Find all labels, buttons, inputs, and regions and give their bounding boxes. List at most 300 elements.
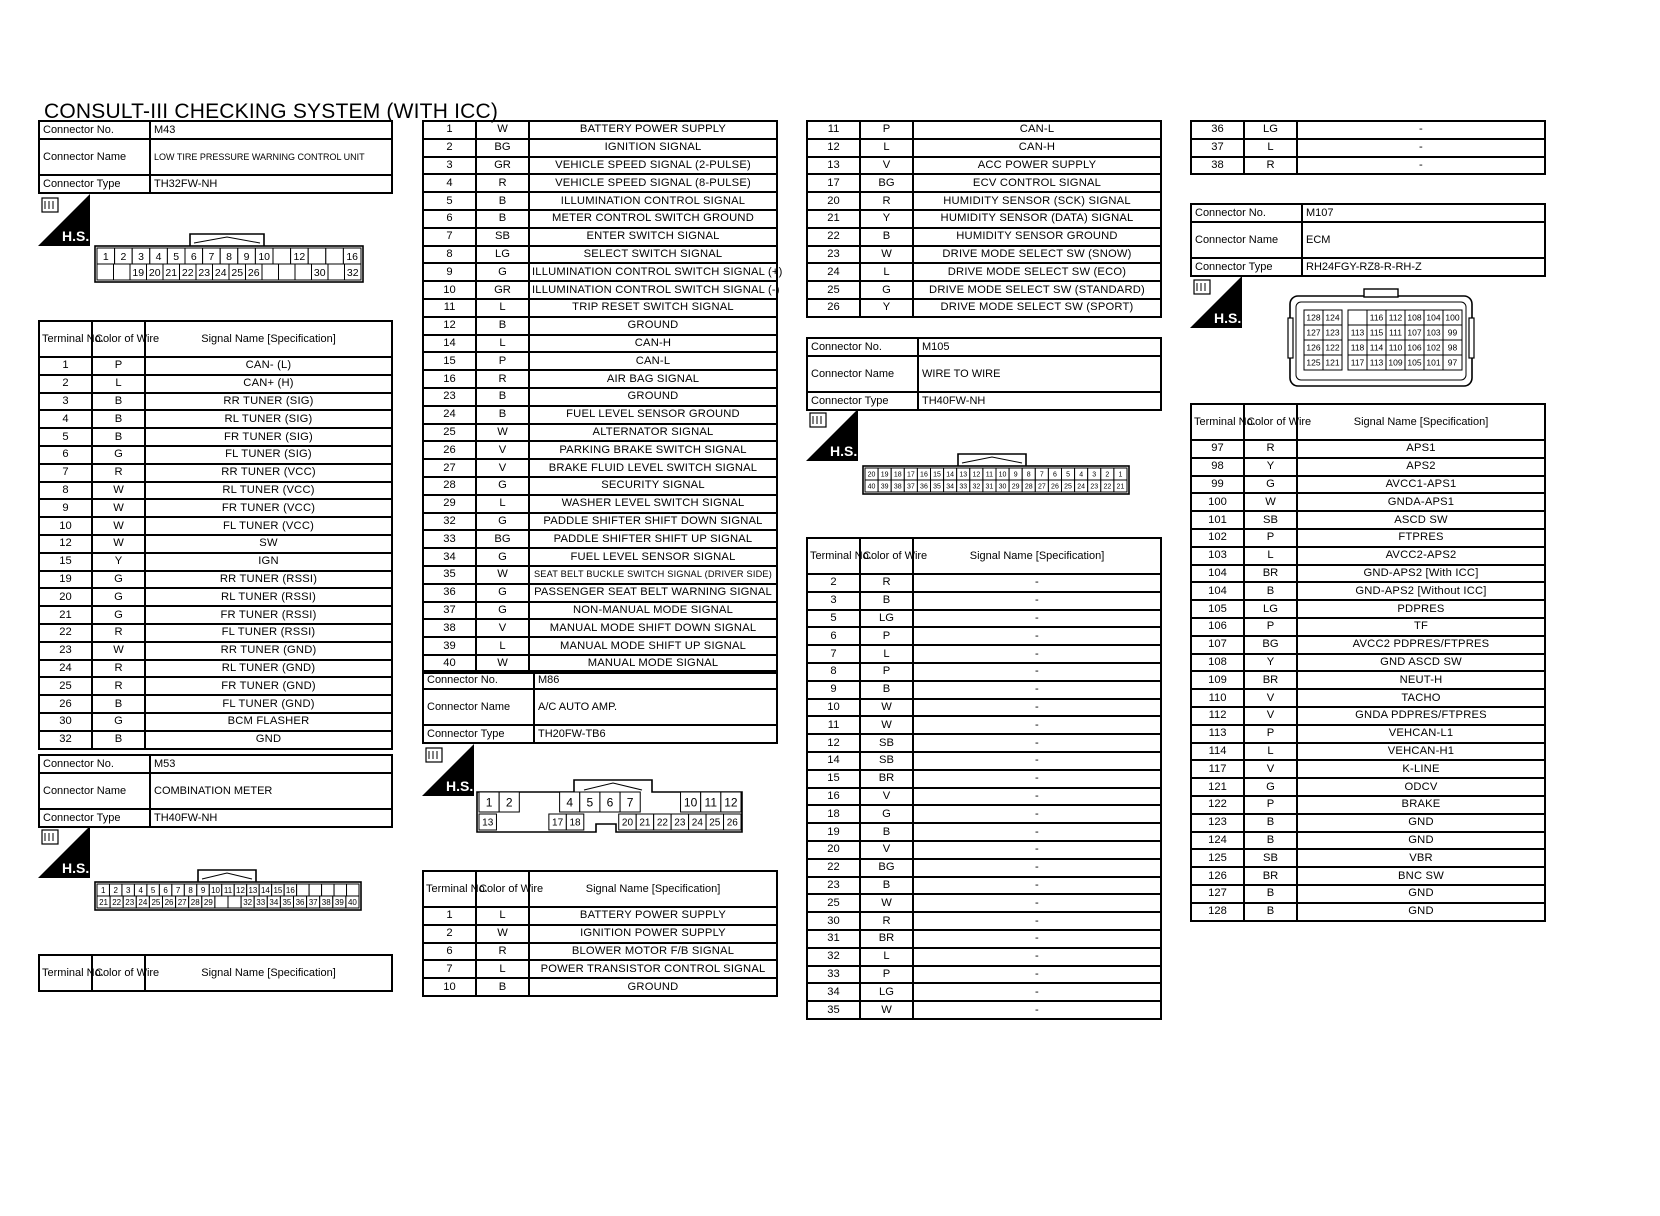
wire-color-cell: G bbox=[92, 588, 145, 606]
signal-cell: ODCV bbox=[1297, 778, 1545, 796]
terminal-cell: 10 bbox=[423, 281, 476, 299]
terminal-cell: 101 bbox=[1191, 511, 1244, 529]
signal-cell: IGN bbox=[145, 553, 392, 571]
m107-pin-label: 112 bbox=[1388, 312, 1403, 323]
m43-pin-label: 5 bbox=[173, 250, 180, 263]
table-row bbox=[39, 624, 392, 642]
terminal-cell: 2 bbox=[423, 139, 476, 157]
signal-cell: - bbox=[913, 859, 1161, 877]
wire-color-cell: BR bbox=[860, 770, 913, 788]
connector-latch bbox=[1364, 289, 1398, 297]
terminal-cell: 38 bbox=[423, 619, 476, 637]
wire-color-cell: B bbox=[92, 695, 145, 713]
terminal-cell: 7 bbox=[423, 228, 476, 246]
m86-pin-label: 25 bbox=[709, 817, 721, 829]
wire-color-cell: L bbox=[860, 948, 913, 966]
wire-color-cell: P bbox=[1244, 796, 1297, 814]
table-row bbox=[807, 610, 1161, 628]
m107-pin-label: 127 bbox=[1306, 327, 1321, 338]
wire-color-cell: G bbox=[476, 477, 529, 495]
table-row bbox=[807, 246, 1161, 264]
signal-cell: NEUT-H bbox=[1297, 671, 1545, 689]
table-row bbox=[423, 139, 777, 157]
wire-color-cell: R bbox=[92, 464, 145, 482]
col-terminal: Terminal No. bbox=[39, 955, 92, 991]
signal-cell: TACHO bbox=[1297, 689, 1545, 707]
m53-pin-label: 27 bbox=[177, 897, 187, 907]
col-color: Color of Wire bbox=[92, 321, 145, 357]
info-label: Connector Name bbox=[39, 773, 150, 809]
table-row bbox=[39, 517, 392, 535]
m86-pin-label: 26 bbox=[726, 817, 738, 829]
table-row bbox=[423, 406, 777, 424]
table-row bbox=[1191, 618, 1545, 636]
terminal-cell: 22 bbox=[807, 859, 860, 877]
terminal-cell: 23 bbox=[807, 246, 860, 264]
signal-cell: SW bbox=[145, 535, 392, 553]
terminal-cell: 12 bbox=[807, 139, 860, 157]
table-row bbox=[807, 1001, 1161, 1019]
signal-cell: - bbox=[913, 877, 1161, 895]
m86-pin-label: 11 bbox=[704, 795, 718, 810]
table-row bbox=[39, 660, 392, 678]
signal-cell: GROUND bbox=[529, 978, 777, 996]
table-row bbox=[423, 352, 777, 370]
wire-color-cell: W bbox=[1244, 493, 1297, 511]
signal-cell: POWER TRANSISTOR CONTROL SIGNAL bbox=[529, 960, 777, 978]
wire-color-cell: G bbox=[860, 281, 913, 299]
m105-terminal-table-b bbox=[1190, 120, 1546, 175]
col-signal: Signal Name [Specification] bbox=[145, 321, 392, 357]
terminal-cell: 33 bbox=[423, 530, 476, 548]
m86-terminal-table-b bbox=[806, 120, 1162, 318]
signal-cell: - bbox=[913, 841, 1161, 859]
signal-cell: WASHER LEVEL SWITCH SIGNAL bbox=[529, 495, 777, 513]
table-row bbox=[39, 642, 392, 660]
wire-color-cell: LG bbox=[476, 246, 529, 264]
info-label: Connector Type bbox=[39, 809, 150, 827]
table-row bbox=[1191, 511, 1545, 529]
table-row bbox=[423, 495, 777, 513]
wire-color-cell: SB bbox=[860, 752, 913, 770]
wire-color-cell: L bbox=[476, 637, 529, 655]
m53-connector-diagram bbox=[94, 866, 362, 916]
table-row bbox=[423, 335, 777, 353]
signal-cell: FUEL LEVEL SENSOR SIGNAL bbox=[529, 548, 777, 566]
wire-color-cell: BR bbox=[1244, 671, 1297, 689]
terminal-cell: 123 bbox=[1191, 814, 1244, 832]
signal-cell: - bbox=[1297, 157, 1545, 175]
terminal-cell: 15 bbox=[423, 352, 476, 370]
signal-cell: IGNITION POWER SUPPLY bbox=[529, 925, 777, 943]
table-row bbox=[39, 695, 392, 713]
wire-color-cell: LG bbox=[860, 610, 913, 628]
wire-color-cell: G bbox=[476, 263, 529, 281]
connector-type-value: TH40FW-NH bbox=[150, 809, 392, 827]
signal-cell: GND-APS2 [Without ICC] bbox=[1297, 582, 1545, 600]
table-row bbox=[1191, 778, 1545, 796]
terminal-cell: 4 bbox=[423, 174, 476, 192]
terminal-cell: 3 bbox=[39, 393, 92, 411]
wire-color-cell: R bbox=[1244, 157, 1297, 175]
table-row bbox=[39, 571, 392, 589]
terminal-cell: 31 bbox=[807, 930, 860, 948]
terminal-cell: 105 bbox=[1191, 600, 1244, 618]
m107-pin-label: 103 bbox=[1426, 327, 1441, 338]
m105-terminal-table-a bbox=[806, 537, 1162, 1020]
wire-color-cell: Y bbox=[1244, 458, 1297, 476]
signal-cell: TRIP RESET SWITCH SIGNAL bbox=[529, 299, 777, 317]
m53-pin-label: 12 bbox=[236, 885, 245, 895]
signal-cell: ENTER SWITCH SIGNAL bbox=[529, 228, 777, 246]
signal-cell: - bbox=[913, 823, 1161, 841]
wire-color-cell: L bbox=[1244, 743, 1297, 761]
col-terminal: Terminal No. bbox=[39, 321, 92, 357]
connector-name-value: LOW TIRE PRESSURE WARNING CONTROL UNIT bbox=[150, 139, 392, 175]
signal-cell: VEHCAN-L1 bbox=[1297, 725, 1545, 743]
terminal-cell: 19 bbox=[39, 571, 92, 589]
terminal-cell: 110 bbox=[1191, 689, 1244, 707]
table-row bbox=[39, 428, 392, 446]
wire-color-cell: L bbox=[1244, 547, 1297, 565]
table-row bbox=[1191, 565, 1545, 583]
terminal-cell: 12 bbox=[39, 535, 92, 553]
m53-pin-label: 36 bbox=[295, 897, 305, 907]
m86-pin-label: 22 bbox=[656, 817, 668, 829]
terminal-cell: 12 bbox=[423, 317, 476, 335]
wire-color-cell: SB bbox=[476, 228, 529, 246]
table-row bbox=[423, 246, 777, 264]
table-row bbox=[423, 978, 777, 996]
wire-color-cell: V bbox=[1244, 707, 1297, 725]
table-row bbox=[1191, 493, 1545, 511]
terminal-cell: 26 bbox=[39, 695, 92, 713]
connector-type-value: TH32FW-NH bbox=[150, 175, 392, 193]
m43-pin-label: 6 bbox=[190, 250, 197, 263]
terminal-cell: 8 bbox=[39, 482, 92, 500]
m53-pin-label: 35 bbox=[282, 897, 292, 907]
m105-pin-label: 33 bbox=[959, 483, 968, 491]
terminal-cell: 103 bbox=[1191, 547, 1244, 565]
m107-connector-diagram bbox=[1288, 288, 1474, 388]
signal-cell: AVCC1-APS1 bbox=[1297, 476, 1545, 494]
m86-info-table bbox=[422, 670, 778, 744]
m105-pin-label: 34 bbox=[946, 483, 955, 491]
terminal-cell: 100 bbox=[1191, 493, 1244, 511]
wire-color-cell: L bbox=[92, 375, 145, 393]
table-row bbox=[807, 121, 1161, 139]
terminal-cell: 6 bbox=[39, 446, 92, 464]
m43-pin-label: 32 bbox=[346, 266, 359, 279]
connector-latch-mark bbox=[962, 457, 1022, 463]
table-row bbox=[423, 441, 777, 459]
wire-color-cell: V bbox=[1244, 689, 1297, 707]
table-row bbox=[1191, 832, 1545, 850]
m53-pin-label: 14 bbox=[260, 885, 270, 895]
m105-info-table bbox=[806, 337, 1162, 411]
terminal-cell: 23 bbox=[423, 388, 476, 406]
m53-info-table bbox=[38, 754, 393, 828]
m107-pin-label: 124 bbox=[1325, 312, 1340, 323]
m86-pin-label: 23 bbox=[674, 817, 686, 829]
terminal-cell: 35 bbox=[807, 1001, 860, 1019]
connector-latch bbox=[198, 870, 256, 882]
wire-color-cell: W bbox=[860, 1001, 913, 1019]
terminal-cell: 127 bbox=[1191, 885, 1244, 903]
m53-terminal-table-wrap bbox=[422, 120, 783, 674]
m107-pin-label: 117 bbox=[1350, 357, 1365, 368]
wire-color-cell: B bbox=[92, 393, 145, 411]
col-signal: Signal Name [Specification] bbox=[1297, 404, 1545, 440]
signal-cell: GND-APS2 [With ICC] bbox=[1297, 565, 1545, 583]
col-color: Color of Wire bbox=[1244, 404, 1297, 440]
m43-terminal-table-wrap bbox=[38, 320, 393, 750]
m53-terminal-table-header bbox=[38, 954, 393, 992]
signal-cell: AVCC2 PDPRES/FTPRES bbox=[1297, 636, 1545, 654]
wire-color-cell: LG bbox=[1244, 600, 1297, 618]
table-row bbox=[1191, 547, 1545, 565]
m43-terminal-table bbox=[38, 320, 393, 750]
table-row bbox=[39, 731, 392, 749]
wire-color-cell: G bbox=[1244, 476, 1297, 494]
m107-terminal-table-wrap bbox=[1190, 403, 1546, 922]
m86-pin-label: 12 bbox=[724, 795, 738, 810]
signal-cell: FR TUNER (GND) bbox=[145, 677, 392, 695]
table-row bbox=[39, 606, 392, 624]
wire-color-cell: R bbox=[92, 660, 145, 678]
terminal-cell: 106 bbox=[1191, 618, 1244, 636]
terminal-cell: 112 bbox=[1191, 707, 1244, 725]
table-row bbox=[423, 388, 777, 406]
terminal-cell: 17 bbox=[807, 174, 860, 192]
m43-pin-label: 16 bbox=[346, 250, 359, 263]
signal-cell: DRIVE MODE SELECT SW (SNOW) bbox=[913, 246, 1161, 264]
terminal-cell: 104 bbox=[1191, 582, 1244, 600]
wire-color-cell: G bbox=[476, 548, 529, 566]
table-row bbox=[423, 530, 777, 548]
terminal-cell: 9 bbox=[423, 263, 476, 281]
m53-pin-label: 13 bbox=[248, 885, 258, 895]
wire-color-cell: P bbox=[1244, 529, 1297, 547]
terminal-cell: 19 bbox=[807, 823, 860, 841]
m53-pin-label: 5 bbox=[150, 885, 156, 895]
terminal-cell: 1 bbox=[39, 357, 92, 375]
connector-name-value: A/C AUTO AMP. bbox=[534, 689, 777, 725]
m105-pin-label: 26 bbox=[1051, 483, 1059, 491]
terminal-cell: 11 bbox=[807, 121, 860, 139]
terminal-cell: 24 bbox=[423, 406, 476, 424]
signal-cell: RL TUNER (VCC) bbox=[145, 482, 392, 500]
hs-label: H.S. bbox=[62, 860, 90, 876]
table-row bbox=[423, 157, 777, 175]
m53-pin-label: 2 bbox=[113, 885, 118, 895]
m53-pin-label: 6 bbox=[163, 885, 168, 895]
table-row bbox=[1191, 654, 1545, 672]
m86-pin-label: 17 bbox=[552, 817, 564, 829]
m53-pin-label: 29 bbox=[203, 897, 213, 907]
m105-pin-label: 20 bbox=[867, 471, 876, 479]
wire-color-cell: R bbox=[92, 624, 145, 642]
hs-label: H.S. bbox=[830, 443, 858, 459]
terminal-cell: 30 bbox=[39, 713, 92, 731]
terminal-cell: 7 bbox=[39, 464, 92, 482]
terminal-cell: 3 bbox=[807, 592, 860, 610]
table-row bbox=[423, 960, 777, 978]
wire-color-cell: BG bbox=[476, 530, 529, 548]
table-row bbox=[1191, 743, 1545, 761]
m43-pin-cell bbox=[295, 264, 312, 280]
wire-color-cell: R bbox=[476, 174, 529, 192]
signal-cell: GROUND bbox=[529, 317, 777, 335]
signal-cell: - bbox=[913, 574, 1161, 592]
signal-cell: GND bbox=[1297, 903, 1545, 921]
terminal-cell: 121 bbox=[1191, 778, 1244, 796]
signal-cell: ILLUMINATION CONTROL SIGNAL bbox=[529, 192, 777, 210]
signal-cell: RR TUNER (VCC) bbox=[145, 464, 392, 482]
m86-terminal-table-a-wrap bbox=[422, 870, 778, 997]
m53-pin-label: 22 bbox=[112, 897, 122, 907]
signal-cell: ILLUMINATION CONTROL SWITCH SIGNAL (-) bbox=[529, 281, 777, 299]
m43-pin-label: 1 bbox=[102, 250, 109, 263]
info-label: Connector Name bbox=[1191, 222, 1302, 258]
terminal-cell: 16 bbox=[807, 788, 860, 806]
m86-pin-label: 2 bbox=[505, 795, 513, 810]
connector-name-value: COMBINATION METER bbox=[150, 773, 392, 809]
connector-type-value: RH24FGY-RZ8-R-RH-Z bbox=[1302, 258, 1545, 276]
table-row bbox=[423, 925, 777, 943]
signal-cell: - bbox=[1297, 121, 1545, 139]
info-label: Connector Name bbox=[807, 356, 918, 392]
m107-pin-label: 111 bbox=[1389, 327, 1402, 338]
m53-pin-label: 26 bbox=[164, 897, 174, 907]
table-row bbox=[423, 907, 777, 925]
table-row bbox=[423, 513, 777, 531]
m43-pin-cell bbox=[114, 264, 131, 280]
connector-no-value: M107 bbox=[1302, 204, 1545, 222]
harness-side-icon bbox=[1190, 276, 1242, 328]
signal-cell: CAN+ (H) bbox=[145, 375, 392, 393]
table-row bbox=[807, 174, 1161, 192]
table-row bbox=[39, 535, 392, 553]
m107-pin-label: 109 bbox=[1388, 357, 1403, 368]
signal-cell: ACC POWER SUPPLY bbox=[913, 157, 1161, 175]
terminal-cell: 40 bbox=[423, 655, 476, 673]
m107-terminal-table bbox=[1190, 403, 1546, 922]
terminal-cell: 98 bbox=[1191, 458, 1244, 476]
m43-pin-label: 23 bbox=[198, 266, 211, 279]
wire-color-cell: B bbox=[476, 192, 529, 210]
wire-color-cell: BR bbox=[860, 930, 913, 948]
table-row bbox=[807, 228, 1161, 246]
table-row bbox=[807, 663, 1161, 681]
m105-pin-label: 1 bbox=[1118, 471, 1123, 479]
info-label: Connector Name bbox=[423, 689, 534, 725]
terminal-cell: 39 bbox=[423, 637, 476, 655]
m43-pin-cell bbox=[326, 248, 344, 264]
table-row bbox=[1191, 796, 1545, 814]
table-row bbox=[423, 317, 777, 335]
wire-color-cell: W bbox=[92, 499, 145, 517]
table-row bbox=[423, 174, 777, 192]
signal-cell: GND bbox=[1297, 885, 1545, 903]
m105-pin-label: 12 bbox=[972, 471, 981, 479]
terminal-cell: 15 bbox=[807, 770, 860, 788]
signal-cell: - bbox=[913, 734, 1161, 752]
signal-cell: VEHICLE SPEED SIGNAL (2-PULSE) bbox=[529, 157, 777, 175]
terminal-cell: 30 bbox=[807, 912, 860, 930]
m53-pin-label: 23 bbox=[125, 897, 135, 907]
m53-pin-cell bbox=[322, 884, 334, 896]
signal-cell: - bbox=[913, 983, 1161, 1001]
signal-cell: HUMIDITY SENSOR (SCK) SIGNAL bbox=[913, 192, 1161, 210]
terminal-cell: 32 bbox=[423, 513, 476, 531]
table-row bbox=[1191, 529, 1545, 547]
wire-color-cell: L bbox=[860, 645, 913, 663]
table-row bbox=[1191, 582, 1545, 600]
table-row bbox=[423, 192, 777, 210]
wire-color-cell: P bbox=[1244, 725, 1297, 743]
table-row bbox=[39, 713, 392, 731]
wire-color-cell: SB bbox=[1244, 849, 1297, 867]
wire-color-cell: L bbox=[860, 139, 913, 157]
wire-color-cell: B bbox=[92, 731, 145, 749]
m43-pin-label: 26 bbox=[247, 266, 260, 279]
wire-color-cell: G bbox=[476, 584, 529, 602]
signal-cell: RR TUNER (SIG) bbox=[145, 393, 392, 411]
wire-color-cell: LG bbox=[860, 983, 913, 1001]
wire-color-cell: B bbox=[92, 410, 145, 428]
m107-info-table bbox=[1190, 203, 1546, 277]
terminal-cell: 23 bbox=[807, 877, 860, 895]
terminal-cell: 1 bbox=[423, 121, 476, 139]
m107-pin-label: 98 bbox=[1447, 342, 1458, 353]
m86-pin-label: 1 bbox=[485, 795, 493, 810]
m43-pin-label: 24 bbox=[214, 266, 227, 279]
terminal-cell: 108 bbox=[1191, 654, 1244, 672]
terminal-cell: 34 bbox=[807, 983, 860, 1001]
table-row bbox=[807, 699, 1161, 717]
m105-pin-label: 6 bbox=[1052, 471, 1057, 479]
wire-color-cell: R bbox=[860, 574, 913, 592]
m105-pin-label: 15 bbox=[933, 471, 941, 479]
signal-cell: - bbox=[913, 912, 1161, 930]
terminal-cell: 32 bbox=[39, 731, 92, 749]
signal-cell: SELECT SWITCH SIGNAL bbox=[529, 246, 777, 264]
m53-pin-label: 39 bbox=[334, 897, 344, 907]
terminal-cell: 3 bbox=[423, 157, 476, 175]
wire-color-cell: B bbox=[476, 406, 529, 424]
signal-cell: ILLUMINATION CONTROL SWITCH SIGNAL (+) bbox=[529, 263, 777, 281]
terminal-cell: 2 bbox=[423, 925, 476, 943]
table-row bbox=[1191, 458, 1545, 476]
col-terminal: Terminal No. bbox=[807, 538, 860, 574]
info-label: Connector No. bbox=[807, 338, 918, 356]
wire-color-cell: R bbox=[860, 912, 913, 930]
signal-cell: RL TUNER (GND) bbox=[145, 660, 392, 678]
m53-pin-label: 7 bbox=[175, 885, 181, 895]
info-label: Connector No. bbox=[39, 121, 150, 139]
m107-pin-label: 104 bbox=[1426, 312, 1441, 323]
terminal-cell: 12 bbox=[807, 734, 860, 752]
m43-pin-label: 4 bbox=[155, 250, 162, 263]
table-row bbox=[807, 263, 1161, 281]
signal-cell: - bbox=[913, 1001, 1161, 1019]
m53-pin-label: 11 bbox=[223, 885, 233, 895]
m107-pin-label: 114 bbox=[1369, 342, 1384, 353]
harness-side-icon bbox=[422, 744, 474, 796]
signal-cell: - bbox=[1297, 139, 1545, 157]
terminal-cell: 21 bbox=[39, 606, 92, 624]
